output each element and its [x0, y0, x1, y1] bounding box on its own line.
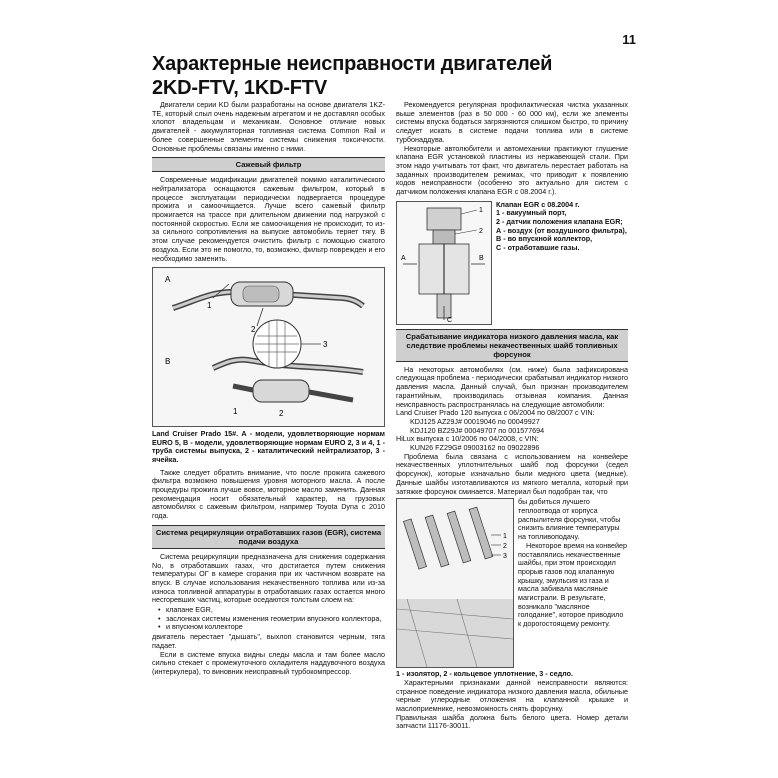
oil-paragraph-2: Проблема была связана с использованием на конвейере некачественных уплотнительных шайб под форсунки (седел форсунок), которые изначально были медного цвета (медные). Данные шайбы изготавливаются из мягкого металла, который при затяжке форсунок сминается. Материал был подобран так, что [396, 451, 628, 496]
fig-label-b: B [165, 357, 171, 367]
list-item: 2 - датчик положения клапана EGR; [496, 216, 623, 226]
section-heading-egr: Система рециркуляции отработавших газов (EGR), система подачи воздуха [152, 525, 385, 549]
injector-paragraph-2: Некоторое время на конвейер поставлялись некачественные шайбы, при этом происходил прорыв газов под клапанную крышку, эмульсия из газа и масла забивала масляные магистрали. В результате, возникало "масляное голодание", которое приводило к дорогостоящему ремонту. [518, 540, 627, 629]
section-heading-oil-pressure: Срабатывание индикатора низкого давления масла, как следствие проблемы некачественных шайб топливных форсунок [396, 329, 628, 362]
injector-figure-block [396, 498, 628, 668]
list-item: 1 - вакуумный порт, [496, 208, 567, 218]
exhaust-illustration [153, 268, 384, 426]
page-number: 11 [622, 32, 636, 47]
injector-paragraph-1: бы добиться лучшего теплоотвода от корпуса распылителя форсунки, чтобы снизить влияние температуры на топливоподачу. [518, 497, 621, 542]
vin-line: Land Cruiser Prado 120 выпуска с 06/2004 по 08/2007 с VIN: [396, 408, 595, 418]
intro-paragraph: Двигатели серии KD были разработаны на основе двигателя 1KZ-TE, который слыл очень надежным агрегатом и не доставлял особых хлопот владельцам и механикам. Основное отличие новых двигателей - аккумуляторная топливная система Common Rail и более совершенные элементы системы снижения токсичности. Основные проблемы связаны именно с ними. [152, 101, 385, 153]
injector-label-2: 2 [503, 543, 507, 551]
vin-list [396, 409, 628, 453]
list-item: А - воздух (от воздушного фильтра), [496, 225, 627, 235]
fig-label-1: 1 [207, 301, 212, 311]
egr-blanking-paragraph: Некоторые автолюбители и автомеханики практикуют глушение клапана EGR установкой пластины из нержавеющей стали. При этом надо учитывать тот факт, что двигатель перестает работать на заданных производителем режимах, что приводит к появлению кодов неисправности (особенно это актуально для систем с датчиком положения клапана EGR с 08.2004 г.). [396, 143, 628, 197]
oil-paragraph-1: На некоторых автомобилях (см. ниже) была зафиксирована следующая проблема - периодически срабатывал индикатор низкого давления масла. Данный случай, был признан производителем гарантийным, производилась отзывная компания. Данная неисправность распространялась на следующие автомобили: [396, 364, 628, 409]
egr-valve-illustration [397, 202, 491, 324]
injector-illustration [397, 499, 513, 667]
egr-label-b: B [479, 254, 484, 262]
egr-paragraph-3: Если в системе впуска видны следы масла и там более масло сильно стекает с промежуточного охладителя наддувочного воздуха (интеркулера), то виновник неисправный турбокомпрессор. [152, 649, 385, 676]
vin-line: KUN26 FZ29G# 09003162 по 09022896 [410, 443, 540, 453]
oil-symptoms-paragraph: Характерными признаками данной неисправности являются: странное поведение индикатора низкого давления масла, обильные черные углеродные отложения на клапанной крышке и маслоприемнике, невозможность снять форсунку. [396, 677, 628, 713]
oil-paragraph-3: Правильная шайба должна быть белого цвета. Номер детали запчасти 11176-30011. [396, 712, 628, 731]
egr-label-a: A [401, 254, 406, 262]
fig-label-3: 3 [323, 340, 328, 350]
egr-bullet-list [166, 606, 385, 632]
maintenance-paragraph: Рекомендуется регулярная профилактическая чистка указанных выше элементов (раз в 50 000 - 60 000 км), если же элементы системы впуска бодаться загрязняются слишком быстро, то причину следует искать в системе подачи топлива или в системе турбонаддува. [396, 101, 628, 144]
list-item: • клапане EGR, [166, 606, 385, 615]
dpf-paragraph-2: Также следует обратить внимание, что после прожига сажевого фильтра возможно повышения уровня моторного масла. А после процедуры прожига лучше вовсе, моторное масло заменить. Данная рекомендация носит обязательный характер, на грузовых автомобилях с сажевым фильтром, например Toyota Dyna с 2010 года. [152, 467, 385, 521]
exhaust-figure [152, 267, 385, 427]
title-line-1: Характерные неисправности двигателей [152, 53, 553, 75]
page-title [152, 52, 622, 100]
egr-label-2: 2 [479, 227, 483, 235]
vin-line: KDJ120 BZ29J# 00049707 по 001577694 [410, 425, 545, 435]
list-item: • и впускном коллекторе [166, 623, 385, 632]
injector-figure [396, 498, 514, 668]
injector-figure-caption: 1 - изолятор, 2 - кольцевое уплотнение, 3 - седло. [396, 669, 574, 679]
list-item: В - во впускной коллектор, [496, 234, 593, 244]
egr-paragraph: Система рециркуляции предназначена для снижения содержания No, в отработавших газах, что достигается путем снижения температуры ОГ в камере сгорания при их частичном возврате на впуск. В случае использования некачественного топлива или из-за износа топливной аппаратуры в отработавших газах остается много несгоревших частиц, которые оседаются толстым слоем на: [152, 551, 385, 605]
injector-side-text [518, 498, 628, 668]
egr-caption-title: Клапан EGR с 08.2004 г. [496, 199, 580, 209]
egr-valve-figure [396, 201, 492, 325]
section-heading-dpf: Сажевый фильтр [152, 157, 385, 172]
vin-line: KDJ125 AZ29J# 00019046 по 00049927 [410, 416, 540, 426]
egr-label-1: 1 [479, 206, 483, 214]
fig-label-a: A [165, 275, 171, 285]
list-item: • заслонках системы изменения геометрии впускного коллектора, [166, 615, 385, 624]
egr-label-c: C [447, 316, 453, 324]
egr-valve-figure-block [396, 201, 628, 325]
fig-label-2b: 2 [279, 409, 284, 419]
exhaust-figure-caption: Land Cruiser Prado 15#. А - модели, удовлетворяющие нормам EURO 5, В - модели, удовлетворяющие нормам EURO 2, 3 и 4, 1 - труба системы выпуска, 2 - каталитический нейтрализатор, 3 - ячейка. [152, 429, 385, 465]
fig-label-2: 2 [251, 325, 256, 335]
fig-label-1b: 1 [233, 407, 238, 417]
list-item: С - отработавшие газы. [496, 242, 580, 252]
dpf-paragraph: Современные модификации двигателей помимо каталитического нейтрализатора оснащаются сажевым фильтром, который в процессе эксплуатации периодически подвергается процедуре прожига и самоочищается. Лучше всего сажевый фильтр прожигается на трассе при длительном движении под нагрузкой с постоянной скоростью. Если же самоочищения не происходит, то из-за сильного сопротивления на выпуске автомобиль теряет тягу. В этом случае рекомендуется очистить фильтр с помощью сжатого воздуха. Если это не помогло, то, возможно, фильтр поврежден и его необходимо заменить. [152, 175, 385, 263]
right-column [396, 101, 628, 761]
egr-valve-caption [496, 201, 628, 325]
injector-label-3: 3 [503, 553, 507, 561]
title-line-2: 2KD-FTV, 1KD-FTV [152, 77, 327, 99]
left-column [152, 101, 385, 761]
egr-paragraph-2: двигатель перестает "дышать", выхлоп становится черным, тяга падает. [152, 632, 385, 650]
injector-label-1: 1 [503, 533, 507, 541]
vin-line: HiLux выпуска с 10/2006 по 04/2008, с VIN: [396, 434, 539, 444]
